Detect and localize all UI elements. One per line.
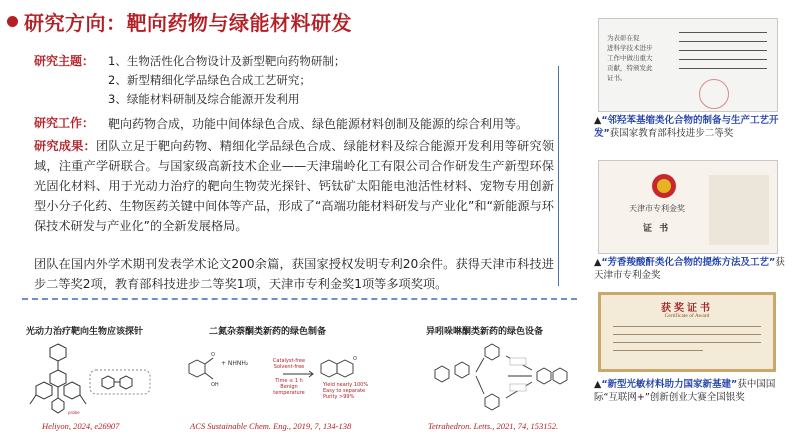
certificate-image-3 (598, 292, 776, 372)
certificate-2-caption: ▲“芳香羧酸酐类化合物的提炼方法及工艺”获天津市专利金奖 (594, 257, 785, 281)
triangle-icon: ▲ (594, 257, 602, 268)
achievements-paragraph (34, 136, 554, 236)
certificate-3-subtitle: Certificate of Award (664, 313, 710, 319)
topic-item-2: 2、新型精细化学品绿色合成工艺研究； (108, 73, 311, 87)
result-2: Easy to separate (323, 388, 366, 394)
certificate-1-lines (679, 31, 767, 70)
certificate-image-1 (598, 18, 778, 112)
svg-text:O: O (353, 356, 357, 362)
seal-icon (699, 79, 729, 109)
svg-text:O: O (211, 352, 215, 358)
certificate-3-lines (613, 325, 761, 352)
paper-title-2: 二氮杂萘酮类新药的绿色制备 (209, 327, 327, 337)
work-text: 靶向药物合成，功能中间体绿色合成、绿色能源材料创制及能源的综合利用等。 (108, 117, 529, 131)
paper-title-1: 光动力治疗靶向生物应该探针 (26, 327, 144, 337)
condition-4: Benign temperature (273, 384, 305, 396)
achievements-paragraph-2: 团队在国内外学术期刊发表学术论文200余篇，获国家授权发明专利20余件。获得天津市科技进步二等奖2项，教育部科技进步二等奖1项，天津市专利金奖1项等多项奖项。 (34, 257, 554, 291)
certificate-2-heading: 证 书 (643, 224, 671, 234)
certificate-1-text: 为表彰在促 进科学技术进步 工作中做出重大 贡献，特颁发此 证书。 (607, 34, 653, 82)
vertical-divider (558, 66, 559, 286)
paper-citation-1: Heliyon, 2024, e26907 (42, 421, 120, 431)
certificate-3-caption: ▲“新型光敏材料助力国家新基建”获中国国际“互联网+”创新创业大赛全国银奖 (594, 379, 776, 403)
reaction-scheme-image-2 (183, 338, 383, 410)
molecule-structure-image-1 (28, 338, 168, 416)
national-emblem-icon (651, 173, 677, 199)
svg-text:OH: OH (211, 382, 219, 388)
triangle-icon: ▲ (594, 379, 602, 390)
condition-3: Time ≤ 1 h (275, 378, 303, 384)
scheme-results (323, 382, 368, 400)
svg-text:probe: probe (68, 410, 80, 415)
certificate-2-title: 天津市专利金奖 (629, 204, 685, 213)
result-1: Yield nearly 100% (323, 382, 369, 388)
paper-title-3: 异吲哚啉酮类新药的绿色设备 (426, 327, 544, 337)
certificate-image-2 (598, 160, 778, 254)
paper-citation-3: Tetrahedron. Letts., 2021, 74, 153152. (428, 421, 559, 431)
certificate-3-title: 获奖证书 (661, 303, 713, 314)
triangle-icon: ▲ (594, 115, 602, 126)
title-bullet-icon (7, 16, 18, 27)
topic-item-3: 3、绿能材料研制及综合能源开发利用 (108, 92, 300, 106)
paper-citation-2: ACS Sustainable Chem. Eng., 2019, 7, 134-138 (190, 421, 352, 431)
condition-2: Solvent-free (273, 364, 305, 370)
certificate-1-caption: ▲“邻羟苯基缩类化合物的制备与生产工艺开发”获国家教育部科技进步二等奖 (594, 115, 779, 139)
topics-label: 研究主题： (34, 54, 95, 68)
dashed-divider (22, 298, 577, 300)
topic-item-1: 1、生物活性化合物设计及新型靶向药物研制； (108, 54, 346, 68)
page-title: 研究方向：靶向药物与绿能材料研发 (24, 11, 352, 35)
condition-1: Catalyst-free (272, 358, 306, 364)
scheme-reagent: + NHNH₂ (221, 360, 249, 367)
scheme-conditions-2 (265, 378, 313, 396)
achievements-text: 团队立足于靶向药物、精细化学品绿色合成、绿能材料及综合能源开发利用等研究领域，注重产学研联合。与国家级高新技术企业——天津瑞岭化工有限公司合作研发生产新型环保光固化材料、用于光动力治疗的靶向生物荧光探针、钙钛矿太阳能电池活性材料、宠物专用创新型小分子化药、生物医药关键中间体等产品，形成了“高端功能材料研发与产业化”和“新能源与环保技术研发与产业化”的全新发展格局。 (34, 139, 555, 233)
reaction-scheme-image-3 (428, 338, 578, 416)
scheme-conditions (265, 358, 313, 370)
work-label: 研究工作： (34, 116, 95, 130)
result-3: Purity >99% (323, 394, 355, 400)
certificate-2-right-page (709, 175, 769, 245)
achievements-label: 研究成果： (34, 139, 96, 153)
